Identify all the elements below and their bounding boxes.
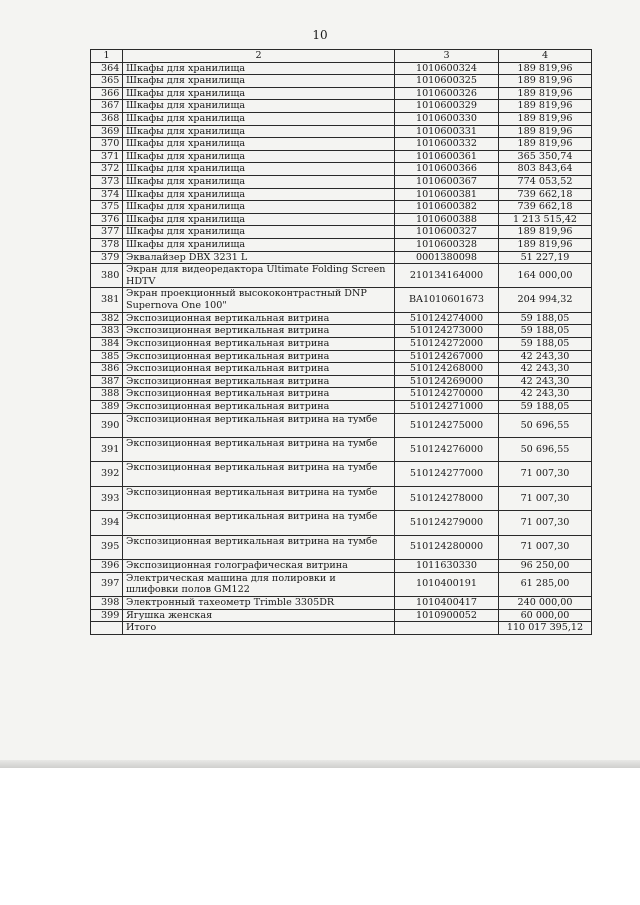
- row-code: 1010600332: [395, 138, 499, 151]
- row-name: Электронный тахеометр Trimble 3305DR: [123, 596, 395, 609]
- total-row: [91, 622, 592, 635]
- table-row: [91, 100, 592, 113]
- table-row: [91, 138, 592, 151]
- header-col-1: 1: [91, 50, 123, 63]
- row-number: 372: [91, 163, 123, 176]
- row-code: 1010600329: [395, 100, 499, 113]
- row-name: Экспозиционная вертикальная витрина на тумбе: [123, 413, 395, 437]
- row-name: Экран для видеоредактора Ultimate Folding Screen HDTV: [123, 264, 395, 288]
- table-row: [91, 462, 592, 486]
- table-row: [91, 264, 592, 288]
- row-code: 1010600327: [395, 226, 499, 239]
- table-row: [91, 188, 592, 201]
- row-name: Шкафы для хранилища: [123, 163, 395, 176]
- row-name: Экспозиционная вертикальная витрина на тумбе: [123, 486, 395, 510]
- table-row: [91, 75, 592, 88]
- row-amount: 189 819,96: [499, 62, 592, 75]
- row-number: 377: [91, 226, 123, 239]
- row-code: BA1010601673: [395, 288, 499, 312]
- row-name: Экспозиционная вертикальная витрина на тумбе: [123, 535, 395, 559]
- row-number: 367: [91, 100, 123, 113]
- row-amount: 59 188,05: [499, 312, 592, 325]
- row-code: 510124277000: [395, 462, 499, 486]
- row-number: 380: [91, 264, 123, 288]
- row-name: Экспозиционная вертикальная витрина: [123, 388, 395, 401]
- row-code: 1010600361: [395, 150, 499, 163]
- row-amount: 71 007,30: [499, 486, 592, 510]
- row-code: 1010400191: [395, 572, 499, 596]
- row-amount: 61 285,00: [499, 572, 592, 596]
- row-amount: 774 053,52: [499, 175, 592, 188]
- row-code: 510124276000: [395, 438, 499, 462]
- row-name: Экспозиционная вертикальная витрина: [123, 401, 395, 414]
- row-amount: 60 000,00: [499, 609, 592, 622]
- row-name: Электрическая машина для полировки и шлифовки полов GM122: [123, 572, 395, 596]
- row-number: 387: [91, 375, 123, 388]
- row-code: 510124271000: [395, 401, 499, 414]
- row-name: Экспозиционная вертикальная витрина на тумбе: [123, 438, 395, 462]
- row-number: 366: [91, 87, 123, 100]
- total-empty-cell: [91, 622, 123, 635]
- header-col-2: 2: [123, 50, 395, 63]
- table-row: [91, 609, 592, 622]
- row-amount: 189 819,96: [499, 112, 592, 125]
- row-code: 510124279000: [395, 511, 499, 535]
- row-amount: 189 819,96: [499, 238, 592, 251]
- row-amount: 189 819,96: [499, 138, 592, 151]
- row-number: 398: [91, 596, 123, 609]
- table-row: [91, 238, 592, 251]
- row-code: 1010600326: [395, 87, 499, 100]
- row-name: Шкафы для хранилища: [123, 238, 395, 251]
- row-amount: 71 007,30: [499, 462, 592, 486]
- row-name: Шкафы для хранилища: [123, 75, 395, 88]
- row-code: 1010600331: [395, 125, 499, 138]
- row-amount: 42 243,30: [499, 388, 592, 401]
- row-code: 1010600324: [395, 62, 499, 75]
- row-code: 510124272000: [395, 338, 499, 351]
- row-amount: 189 819,96: [499, 75, 592, 88]
- row-number: 365: [91, 75, 123, 88]
- row-code: 1010600366: [395, 163, 499, 176]
- table-row: [91, 163, 592, 176]
- table-row: [91, 375, 592, 388]
- table-row: [91, 87, 592, 100]
- table-row: [91, 438, 592, 462]
- row-number: 374: [91, 188, 123, 201]
- row-number: 392: [91, 462, 123, 486]
- row-amount: 59 188,05: [499, 325, 592, 338]
- page-bottom-edge: [0, 760, 640, 768]
- row-number: 370: [91, 138, 123, 151]
- row-amount: 42 243,30: [499, 350, 592, 363]
- row-code: 510124280000: [395, 535, 499, 559]
- table-row: [91, 363, 592, 376]
- row-amount: 204 994,32: [499, 288, 592, 312]
- row-number: 399: [91, 609, 123, 622]
- row-number: 384: [91, 338, 123, 351]
- inventory-table: [90, 49, 592, 635]
- row-name: Шкафы для хранилища: [123, 175, 395, 188]
- row-amount: 189 819,96: [499, 87, 592, 100]
- row-amount: 51 227,19: [499, 251, 592, 264]
- row-number: 383: [91, 325, 123, 338]
- row-code: 1010600388: [395, 213, 499, 226]
- row-name: Экспозиционная вертикальная витрина: [123, 338, 395, 351]
- table-row: [91, 325, 592, 338]
- row-amount: 189 819,96: [499, 125, 592, 138]
- row-number: 393: [91, 486, 123, 510]
- table-header-row: [91, 50, 592, 63]
- row-code: 1010600382: [395, 201, 499, 214]
- row-number: 396: [91, 559, 123, 572]
- table-row: [91, 572, 592, 596]
- row-name: Экспозиционная вертикальная витрина на тумбе: [123, 462, 395, 486]
- header-col-3: 3: [395, 50, 499, 63]
- table-row: [91, 62, 592, 75]
- table-row: [91, 112, 592, 125]
- row-code: 1010400417: [395, 596, 499, 609]
- row-number: 379: [91, 251, 123, 264]
- row-code: 0001380098: [395, 251, 499, 264]
- row-name: Экспозиционная вертикальная витрина: [123, 375, 395, 388]
- row-number: 386: [91, 363, 123, 376]
- row-code: 1010600381: [395, 188, 499, 201]
- total-label: Итого: [123, 622, 395, 635]
- row-name: Экран проекционный высококонтрастный DNP Supernova One 100": [123, 288, 395, 312]
- row-number: 397: [91, 572, 123, 596]
- row-amount: 240 000,00: [499, 596, 592, 609]
- row-amount: 189 819,96: [499, 226, 592, 239]
- row-number: 375: [91, 201, 123, 214]
- row-code: 510124270000: [395, 388, 499, 401]
- table-row: [91, 388, 592, 401]
- table-row: [91, 251, 592, 264]
- row-amount: 71 007,30: [499, 535, 592, 559]
- header-col-4: 4: [499, 50, 592, 63]
- table-row: [91, 350, 592, 363]
- row-amount: 50 696,55: [499, 413, 592, 437]
- row-code: 510124268000: [395, 363, 499, 376]
- table-row: [91, 401, 592, 414]
- row-name: Экспозиционная вертикальная витрина: [123, 350, 395, 363]
- row-amount: 803 843,64: [499, 163, 592, 176]
- table-row: [91, 201, 592, 214]
- row-amount: 739 662,18: [499, 188, 592, 201]
- table-row: [91, 175, 592, 188]
- row-number: 368: [91, 112, 123, 125]
- table-row: [91, 413, 592, 437]
- row-name: Шкафы для хранилища: [123, 100, 395, 113]
- table-row: [91, 213, 592, 226]
- row-name: Экспозиционная голографическая витрина: [123, 559, 395, 572]
- row-code: 1010600367: [395, 175, 499, 188]
- row-amount: 59 188,05: [499, 401, 592, 414]
- row-code: 510124278000: [395, 486, 499, 510]
- row-name: Эквалайзер DBX 3231 L: [123, 251, 395, 264]
- row-name: Шкафы для хранилища: [123, 201, 395, 214]
- row-number: 373: [91, 175, 123, 188]
- table-row: [91, 511, 592, 535]
- row-name: Шкафы для хранилища: [123, 62, 395, 75]
- table-row: [91, 150, 592, 163]
- row-name: Шкафы для хранилища: [123, 112, 395, 125]
- row-name: Шкафы для хранилища: [123, 125, 395, 138]
- table-row: [91, 312, 592, 325]
- row-number: 371: [91, 150, 123, 163]
- row-code: 510124269000: [395, 375, 499, 388]
- table-row: [91, 226, 592, 239]
- row-name: Шкафы для хранилища: [123, 87, 395, 100]
- row-number: 390: [91, 413, 123, 437]
- row-code: 1010600330: [395, 112, 499, 125]
- row-name: Экспозиционная вертикальная витрина: [123, 312, 395, 325]
- row-amount: 189 819,96: [499, 100, 592, 113]
- row-number: 381: [91, 288, 123, 312]
- row-name: Ягушка женская: [123, 609, 395, 622]
- row-amount: 42 243,30: [499, 363, 592, 376]
- row-amount: 71 007,30: [499, 511, 592, 535]
- row-number: 395: [91, 535, 123, 559]
- row-number: 391: [91, 438, 123, 462]
- row-code: 1010600325: [395, 75, 499, 88]
- row-name: Шкафы для хранилища: [123, 138, 395, 151]
- row-name: Шкафы для хранилища: [123, 188, 395, 201]
- page-number: 10: [312, 28, 328, 42]
- row-amount: 96 250,00: [499, 559, 592, 572]
- row-number: 364: [91, 62, 123, 75]
- row-code: 510124267000: [395, 350, 499, 363]
- total-empty-code: [395, 622, 499, 635]
- row-number: 382: [91, 312, 123, 325]
- row-amount: 50 696,55: [499, 438, 592, 462]
- table-row: [91, 125, 592, 138]
- row-name: Экспозиционная вертикальная витрина: [123, 363, 395, 376]
- row-amount: 739 662,18: [499, 201, 592, 214]
- row-name: Шкафы для хранилища: [123, 226, 395, 239]
- table-row: [91, 596, 592, 609]
- table-row: [91, 486, 592, 510]
- row-number: 378: [91, 238, 123, 251]
- row-name: Шкафы для хранилища: [123, 213, 395, 226]
- row-amount: 365 350,74: [499, 150, 592, 163]
- total-amount: 110 017 395,12: [499, 622, 592, 635]
- row-code: 210134164000: [395, 264, 499, 288]
- table-row: [91, 559, 592, 572]
- row-amount: 42 243,30: [499, 375, 592, 388]
- row-amount: 1 213 515,42: [499, 213, 592, 226]
- row-number: 369: [91, 125, 123, 138]
- table-row: [91, 338, 592, 351]
- row-number: 389: [91, 401, 123, 414]
- row-number: 385: [91, 350, 123, 363]
- row-code: 510124273000: [395, 325, 499, 338]
- row-number: 394: [91, 511, 123, 535]
- table-row: [91, 535, 592, 559]
- row-amount: 59 188,05: [499, 338, 592, 351]
- row-amount: 164 000,00: [499, 264, 592, 288]
- row-code: 1010600328: [395, 238, 499, 251]
- table-row: [91, 288, 592, 312]
- row-name: Экспозиционная вертикальная витрина: [123, 325, 395, 338]
- row-code: 510124275000: [395, 413, 499, 437]
- row-name: Экспозиционная вертикальная витрина на тумбе: [123, 511, 395, 535]
- row-code: 1010900052: [395, 609, 499, 622]
- row-number: 376: [91, 213, 123, 226]
- row-code: 510124274000: [395, 312, 499, 325]
- row-number: 388: [91, 388, 123, 401]
- row-code: 1011630330: [395, 559, 499, 572]
- row-name: Шкафы для хранилища: [123, 150, 395, 163]
